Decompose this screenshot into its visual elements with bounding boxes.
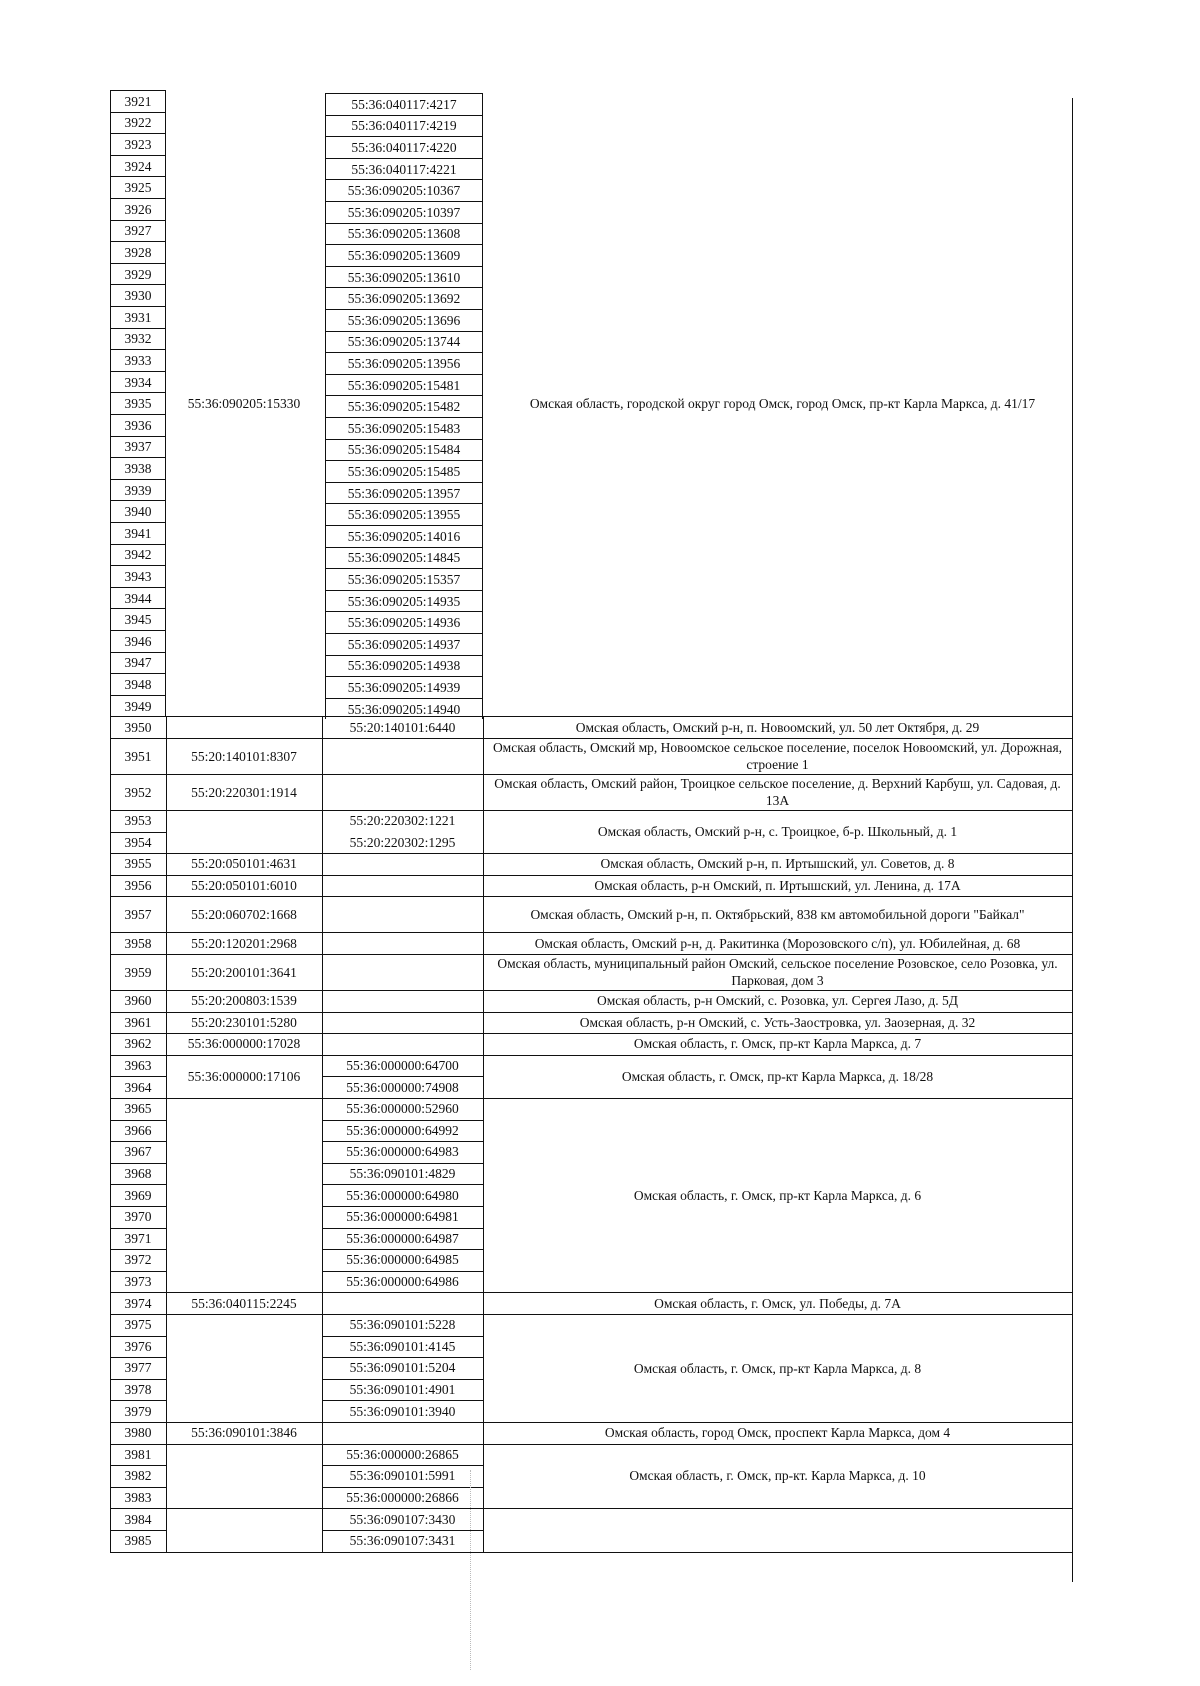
object-cadastral-number: 55:36:000000:74908: [346, 1079, 459, 1095]
object-cadastral-number: 55:36:090205:10367: [325, 179, 483, 201]
address-cell: Омская область, город Омск, проспект Карла Маркса, дом 4: [604, 1425, 951, 1441]
address-cell: Омская область, г. Омск, пр-кт Карла Маркса, д. 6: [633, 1187, 922, 1203]
object-cadastral-number: 55:36:090205:14845: [325, 547, 483, 569]
row-number: 3975: [124, 1317, 152, 1333]
row-number: 3941: [110, 522, 166, 544]
row-number: 3922: [110, 112, 166, 134]
row-number: 3957: [124, 906, 152, 922]
row-number: 3949: [110, 695, 166, 717]
object-cadastral-number: 55:36:090101:4145: [349, 1338, 456, 1354]
row-number: 3979: [124, 1403, 152, 1419]
object-cadastral-number: 55:36:090205:13955: [325, 503, 483, 525]
object-cadastral-number: 55:36:090205:13696: [325, 309, 483, 331]
row-number: 3938: [110, 457, 166, 479]
row-number: 3974: [124, 1295, 152, 1311]
row-number: 3984: [124, 1511, 152, 1527]
object-cadastral-number: 55:36:090101:5204: [349, 1360, 456, 1376]
row-number: 3967: [124, 1144, 152, 1160]
row-number: 3942: [110, 544, 166, 566]
parcel-cadastral-number: 55:20:050101:6010: [191, 878, 297, 894]
row-number: 3932: [110, 328, 166, 350]
parcel-cadastral-number: 55:20:230101:5280: [191, 1014, 297, 1030]
row-number: 3971: [124, 1230, 152, 1246]
object-cadastral-number: 55:36:000000:64992: [346, 1122, 459, 1138]
row-number: 3981: [124, 1446, 152, 1462]
object-cadastral-number: 55:36:000000:26866: [346, 1490, 459, 1506]
object-cadastral-number: 55:36:090205:15482: [325, 395, 483, 417]
object-cadastral-number: 55:36:000000:64986: [346, 1274, 459, 1290]
object-cadastral-number: 55:36:040117:4221: [325, 158, 483, 180]
object-cadastral-number: 55:36:090205:13956: [325, 352, 483, 374]
object-cadastral-number: 55:36:090205:15357: [325, 568, 483, 590]
object-cadastral-number: 55:36:090205:14938: [325, 655, 483, 677]
row-number: 3936: [110, 414, 166, 436]
object-cadastral-number: 55:36:090205:14939: [325, 676, 483, 698]
object-cadastral-number: 55:36:090101:5991: [349, 1468, 456, 1484]
parcel-cadastral-number: 55:20:220301:1914: [191, 784, 297, 800]
row-number: 3972: [124, 1252, 152, 1268]
row-number: 3962: [124, 1036, 152, 1052]
row-number: 3931: [110, 306, 166, 328]
row-number: 3976: [124, 1338, 152, 1354]
row-number: 3935: [110, 392, 166, 414]
parcel-cadastral-number: 55:36:090205:15330: [187, 395, 301, 411]
object-cadastral-number: 55:36:040117:4217: [325, 93, 483, 115]
object-cadastral-number: 55:36:000000:26865: [346, 1446, 459, 1462]
row-number: 3965: [124, 1101, 152, 1117]
row-number: 3983: [124, 1490, 152, 1506]
object-cadastral-number: 55:36:090205:13957: [325, 482, 483, 504]
object-cadastral-number: 55:20:220302:1295: [349, 834, 456, 850]
object-cadastral-number: 55:36:090205:14935: [325, 590, 483, 612]
address-cell: Омская область, г. Омск, пр-кт Карла Маркса, д. 7: [633, 1036, 922, 1052]
row-number: 3948: [110, 673, 166, 695]
object-cadastral-number: 55:36:090205:13608: [325, 223, 483, 245]
row-number: 3929: [110, 263, 166, 285]
address-cell: Омская область, г. Омск, пр-кт Карла Маркса, д. 8: [633, 1360, 922, 1376]
column-line: [110, 716, 111, 1551]
row-number: 3933: [110, 349, 166, 371]
column-line: [322, 716, 323, 1551]
row-number: 3963: [124, 1058, 152, 1074]
row-number: 3939: [110, 479, 166, 501]
row-number: 3926: [110, 198, 166, 220]
row-number: 3964: [124, 1079, 152, 1095]
row-number: 3940: [110, 500, 166, 522]
row-number: 3950: [124, 719, 152, 735]
column-line: [483, 716, 484, 1551]
row-number: 3959: [124, 964, 152, 980]
object-cadastral-number: 55:36:000000:52960: [346, 1101, 459, 1117]
object-cadastral-number: 55:36:000000:64983: [346, 1144, 459, 1160]
parcel-cadastral-number: 55:36:000000:17106: [187, 1068, 301, 1084]
object-cadastral-number: 55:36:090205:13609: [325, 244, 483, 266]
row-number: 3945: [110, 608, 166, 630]
row-number: 3925: [110, 176, 166, 198]
row-number: 3978: [124, 1382, 152, 1398]
object-cadastral-number: 55:36:000000:64700: [346, 1058, 459, 1074]
object-cadastral-number: [322, 738, 483, 774]
object-cadastral-number: 55:36:090107:3431: [349, 1533, 456, 1549]
object-cadastral-number: 55:36:000000:64985: [346, 1252, 459, 1268]
row-number: 3930: [110, 284, 166, 306]
object-cadastral-number: 55:36:090205:13692: [325, 287, 483, 309]
object-cadastral-number: 55:36:090205:15483: [325, 417, 483, 439]
object-cadastral-number: 55:36:090205:14016: [325, 525, 483, 547]
parcel-cadastral-number: 55:20:140101:8307: [191, 748, 297, 764]
object-cadastral-number: 55:36:090101:5228: [349, 1317, 456, 1333]
row-number: 3928: [110, 241, 166, 263]
row-number: 3943: [110, 565, 166, 587]
object-cadastral-number: 55:36:040117:4219: [325, 115, 483, 137]
row-number: 3960: [124, 993, 152, 1009]
row-number: 3951: [124, 748, 152, 764]
row-number: 3934: [110, 371, 166, 393]
row-number: 3969: [124, 1187, 152, 1203]
row-number: 3958: [124, 935, 152, 951]
object-cadastral-number: 55:36:090101:4829: [349, 1166, 456, 1182]
row-number: 3923: [110, 133, 166, 155]
row-number: 3970: [124, 1209, 152, 1225]
address-cell: Омская область, г. Омск, ул. Победы, д. 7А: [654, 1295, 901, 1311]
row-number: 3968: [124, 1166, 152, 1182]
object-cadastral-number: 55:36:090205:15481: [325, 374, 483, 396]
object-cadastral-number: 55:20:220302:1221: [349, 813, 456, 829]
object-cadastral-number: 55:36:090101:3940: [349, 1403, 456, 1419]
row-number: 3977: [124, 1360, 152, 1376]
row-separator: [110, 1508, 1072, 1509]
parcel-cadastral-number: 55:36:040115:2245: [191, 1295, 297, 1311]
row-number: 3927: [110, 220, 166, 242]
object-cadastral-number: 55:36:090205:15484: [325, 439, 483, 461]
address-cell: Омская область, р-н Омский, с. Розовка, ул. Сергея Лазо, д. 5Д: [596, 993, 959, 1009]
row-number: 3982: [124, 1468, 152, 1484]
object-cadastral-number: 55:36:090205:13744: [325, 331, 483, 353]
object-cadastral-number: 55:36:090205:14940: [325, 698, 483, 720]
parcel-cadastral-number: [166, 716, 322, 738]
row-number: 3952: [124, 784, 152, 800]
parcel-cadastral-number: 55:20:050101:4631: [191, 856, 297, 872]
object-cadastral-number: 55:20:140101:6440: [349, 719, 456, 735]
address-cell: Омская область, г. Омск, пр-кт Карла Маркса, д. 18/28: [621, 1068, 934, 1084]
row-number: 3961: [124, 1014, 152, 1030]
row-number: 3980: [124, 1425, 152, 1441]
parcel-cadastral-number: 55:36:090101:3846: [191, 1425, 297, 1441]
address-cell: Омская область, муниципальный район Омский, сельское поселение Розовское, село Розовка, ул. Парковая, дом 3: [497, 956, 1058, 988]
row-number: 3937: [110, 436, 166, 458]
scan-artifact: [470, 1470, 471, 1670]
row-number: 3944: [110, 587, 166, 609]
row-number: 3946: [110, 630, 166, 652]
address-cell: Омская область, г. Омск, пр-кт. Карла Маркса, д. 10: [629, 1468, 926, 1484]
object-cadastral-number: 55:36:090107:3430: [349, 1511, 456, 1527]
row-separator: [110, 1552, 1072, 1553]
address-cell: Омская область, р-н Омский, с. Усть-Заостровка, ул. Заозерная, д. 32: [579, 1014, 976, 1030]
column-line: [166, 716, 167, 1551]
object-cadastral-number: 55:36:090101:4901: [349, 1382, 456, 1398]
row-number: 3955: [124, 856, 152, 872]
right-border-line: [1072, 716, 1073, 1581]
address-cell: Омская область, р-н Омский, п. Иртышский, ул. Ленина, д. 17А: [594, 878, 961, 894]
row-number: 3954: [124, 834, 152, 850]
object-cadastral-number: 55:36:000000:64987: [346, 1230, 459, 1246]
object-cadastral-number: 55:36:090205:13610: [325, 266, 483, 288]
address-cell: Омская область, Омский р-н, д. Ракитинка (Морозовского с/п), ул. Юбилейная, д. 68: [534, 935, 1021, 951]
row-number: 3973: [124, 1274, 152, 1290]
address-cell: Омская область, Омский район, Троицкое сельское поселение, д. Верхний Карбуш, ул. Садовая, д. 13А: [494, 776, 1061, 808]
address-cell: Омская область, городской округ город Омск, город Омск, пр-кт Карла Маркса, д. 41/17: [529, 395, 1036, 411]
parcel-cadastral-number: 55:20:060702:1668: [191, 906, 297, 922]
parcel-cadastral-number: 55:20:200101:3641: [191, 964, 297, 980]
object-cadastral-number: 55:36:090205:14936: [325, 611, 483, 633]
row-number: 3921: [110, 90, 166, 112]
object-cadastral-number: 55:36:000000:64981: [346, 1209, 459, 1225]
object-cadastral-number: 55:36:090205:14937: [325, 633, 483, 655]
object-cadastral-number: [322, 774, 483, 810]
address-cell: Омская область, Омский р-н, п. Новоомский, ул. 50 лет Октября, д. 29: [575, 719, 980, 735]
row-number: 3924: [110, 155, 166, 177]
address-cell: Омская область, Омский р-н, с. Троицкое, б-р. Школьный, д. 1: [597, 824, 958, 840]
parcel-cadastral-number: 55:20:200803:1539: [191, 993, 297, 1009]
parcel-cadastral-number: 55:20:120201:2968: [191, 935, 297, 951]
address-cell: Омская область, Омский мр, Новоомское сельское поселение, поселок Новоомский, ул. Дорожная, строение 1: [492, 740, 1063, 772]
row-number: 3956: [124, 878, 152, 894]
address-cell: Омская область, Омский р-н, п. Октябрьский, 838 км автомобильной дороги "Байкал": [530, 906, 1025, 922]
object-cadastral-number: 55:36:090205:10397: [325, 201, 483, 223]
object-cadastral-number: 55:36:090205:15485: [325, 460, 483, 482]
right-border-line: [1072, 98, 1073, 716]
row-number: 3947: [110, 652, 166, 674]
row-number: 3985: [124, 1533, 152, 1549]
parcel-cadastral-number: 55:36:000000:17028: [187, 1036, 301, 1052]
address-cell: Омская область, Омский р-н, п. Иртышский, ул. Советов, д. 8: [600, 856, 955, 872]
row-number: 3966: [124, 1122, 152, 1138]
row-number: 3953: [124, 813, 152, 829]
object-cadastral-number: 55:36:000000:64980: [346, 1187, 459, 1203]
object-cadastral-number: 55:36:040117:4220: [325, 136, 483, 158]
